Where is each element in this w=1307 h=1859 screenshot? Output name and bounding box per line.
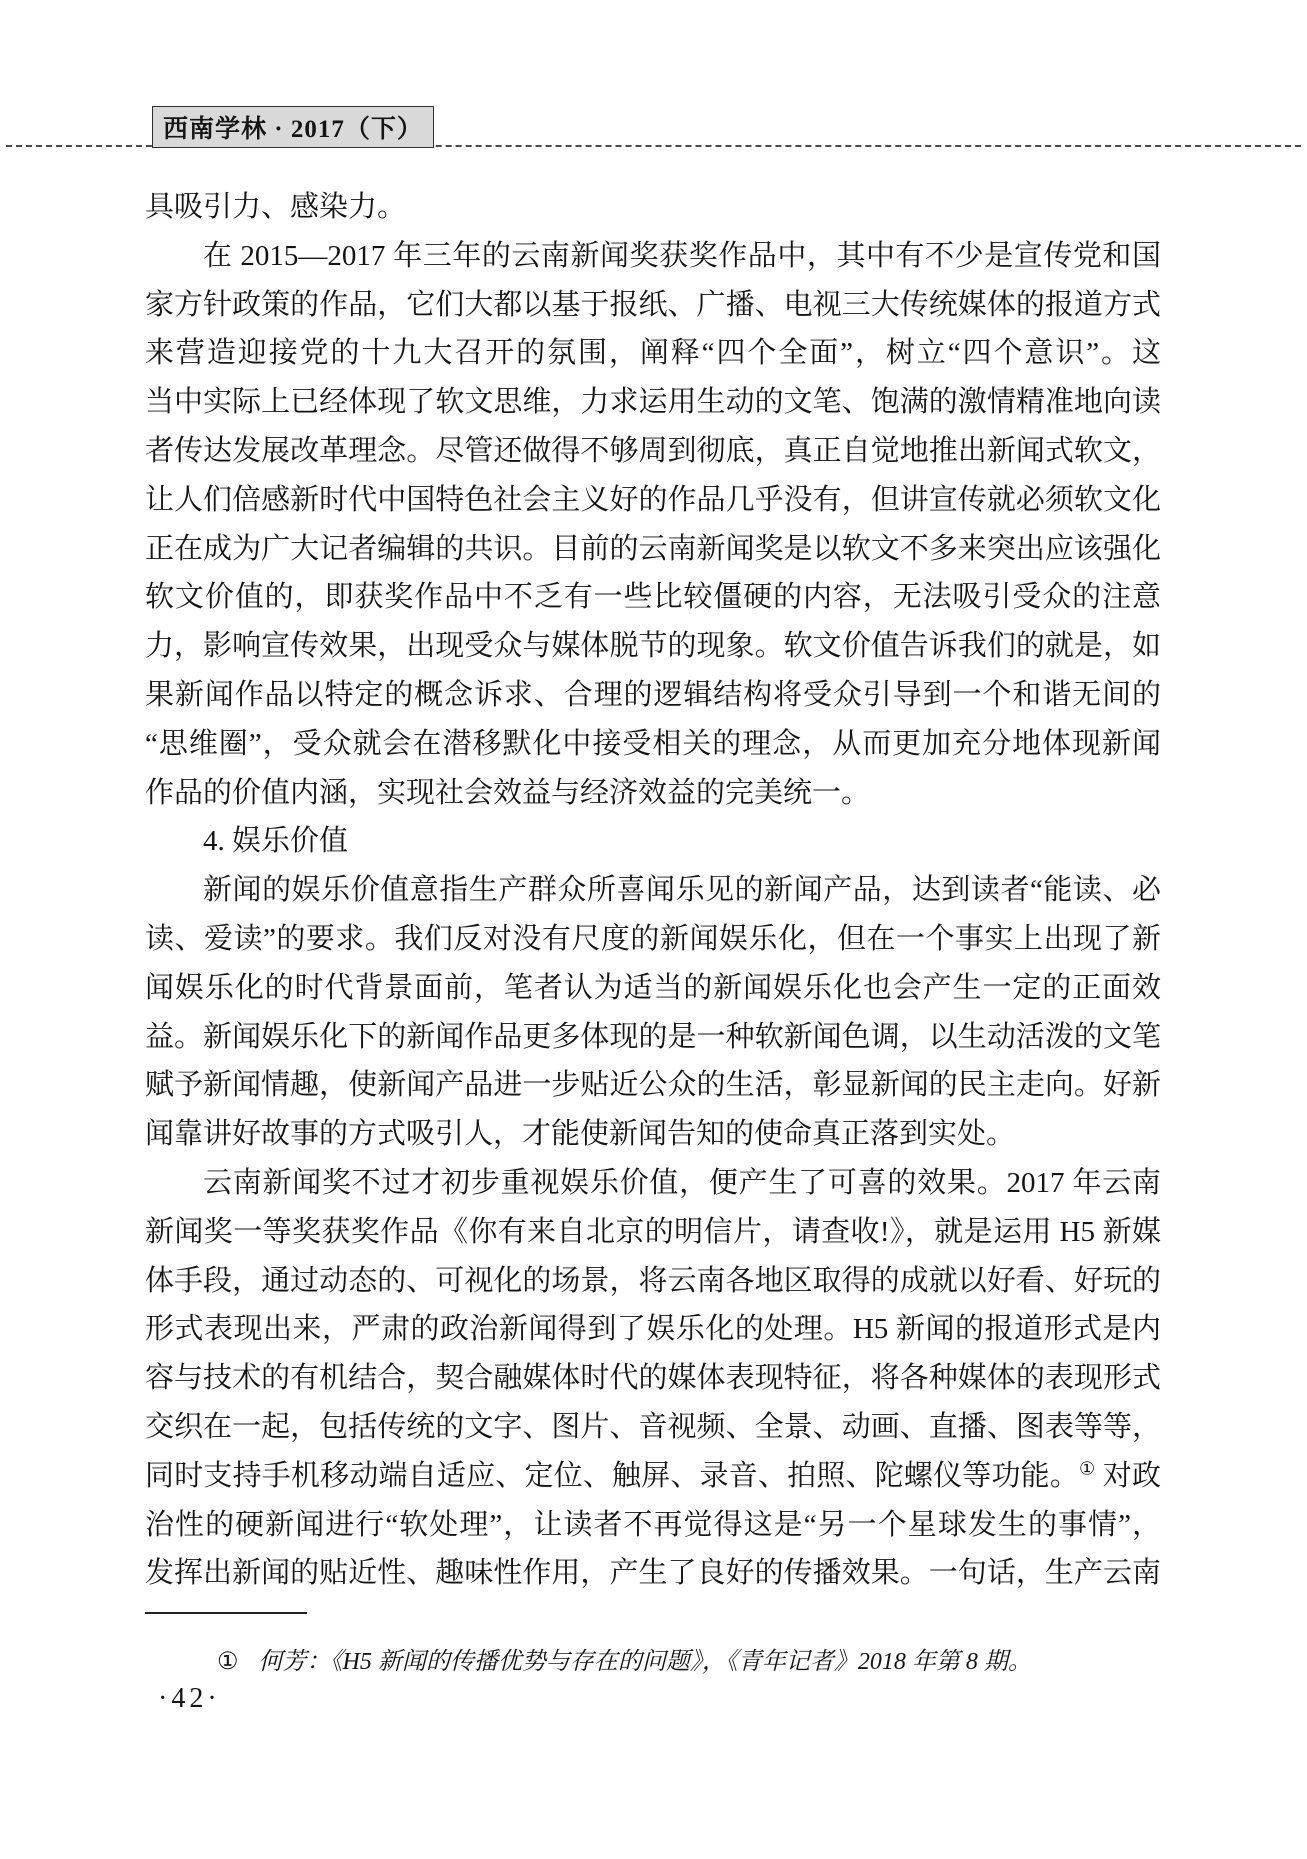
text-line: 闻娱乐化的时代背景面前，笔者认为适当的新闻娱乐化也会产生一定的正面效 <box>145 971 1161 1004</box>
text-line: 果新闻作品以特定的概念诉求、合理的逻辑结构将受众引导到一个和谐无间的 <box>145 678 1161 711</box>
text-line: 容与技术的有机结合，契合融媒体时代的媒体表现特征，将各种媒体的表现形式 <box>145 1362 1161 1395</box>
text-line: 益。新闻娱乐化下的新闻作品更多体现的是一种软新闻色调，以生动活泼的文笔 <box>145 1020 1161 1053</box>
text-line: 交织在一起，包括传统的文字、图片、音视频、全景、动画、直播、图表等等， <box>145 1410 1161 1443</box>
text-line: 软文价值的，即获奖作品中不乏有一些比较僵硬的内容，无法吸引受众的注意 <box>145 581 1161 614</box>
text-line: 家方针政策的作品，它们大都以基于报纸、广播、电视三大传统媒体的报道方式 <box>145 288 1161 321</box>
page-body <box>145 183 1161 1598</box>
text-line: 闻靠讲好故事的方式吸引人，才能使新闻告知的使命真正落到实处。 <box>145 1118 1016 1151</box>
text-line: “思维圈”，受众就会在潜移默化中接受相关的理念，从而更加充分地体现新闻 <box>145 727 1161 760</box>
text-line: 新闻奖一等奖获奖作品《你有来自北京的明信片，请查收!》，就是运用 H5 新媒 <box>145 1215 1161 1248</box>
text-line: 来营造迎接党的十九大召开的氛围，阐释“四个全面”，树立“四个意识”。这 <box>145 337 1161 370</box>
text-line: 赋予新闻情趣，使新闻产品进一步贴近公众的生活，彰显新闻的民主走向。好新 <box>145 1069 1161 1102</box>
page-number: ·42· <box>158 1683 221 1714</box>
text-line: 新闻的娱乐价值意指生产群众所喜闻乐见的新闻产品，达到读者“能读、必 <box>203 874 1161 907</box>
footnote-text: 何芳：《H5 新闻的传播优势与存在的问题》，《青年记者》2018 年第 8 期。 <box>258 1649 1032 1675</box>
text-line: 具吸引力、感染力。 <box>145 191 407 223</box>
text-line: 治性的硬新闻进行“软处理”，让读者不再觉得这是“另一个星球发生的事情”， <box>145 1508 1161 1541</box>
journal-header-badge <box>152 106 434 148</box>
text-line: 作品的价值内涵，实现社会效益与经济效益的完美统一。 <box>145 776 871 809</box>
text-line: 4. 娱乐价值 <box>203 825 349 858</box>
text-line: 当中实际上已经体现了软文思维，力求运用生动的文笔、饱满的激情精准地向读 <box>145 386 1161 419</box>
footnote-marker: ① <box>217 1649 239 1675</box>
text-line: 正在成为广大记者编辑的共识。目前的云南新闻奖是以软文不多来突出应该强化 <box>145 532 1161 565</box>
journal-title: 西南学林 · 2017（下） <box>163 116 423 143</box>
text-line: 体手段，通过动态的、可视化的场景，将云南各地区取得的成就以好看、好玩的 <box>145 1264 1161 1297</box>
text-line: 让人们倍感新时代中国特色社会主义好的作品几乎没有，但讲宣传就必须软文化 <box>145 483 1161 516</box>
text-line: 在 2015—2017 年三年的云南新闻奖获奖作品中，其中有不少是宣传党和国 <box>203 239 1161 272</box>
text-line: 形式表现出来，严肃的政治新闻得到了娱乐化的处理。H5 新闻的报道形式是内 <box>145 1313 1161 1346</box>
footnote <box>145 1642 1161 1682</box>
text-line: 同时支持手机移动端自适应、定位、触屏、录音、拍照、陀螺仪等功能。① 对政 <box>145 1458 1161 1492</box>
footnote-separator <box>145 1612 307 1614</box>
text-line: 读、爱读”的要求。我们反对没有尺度的新闻娱乐化，但在一个事实上出现了新 <box>145 922 1161 955</box>
footnote-ref: ① <box>1079 1458 1096 1479</box>
text-line: 者传达发展改革理念。尽管还做得不够周到彻底，真正自觉地推出新闻式软文， <box>145 434 1161 467</box>
text-line: 云南新闻奖不过才初步重视娱乐价值，便产生了可喜的效果。2017 年云南 <box>203 1166 1161 1199</box>
text-line: 力，影响宣传效果，出现受众与媒体脱节的现象。软文价值告诉我们的就是，如 <box>145 630 1161 663</box>
text-line: 发挥出新闻的贴近性、趣味性作用，产生了良好的传播效果。一句话，生产云南 <box>145 1557 1161 1590</box>
